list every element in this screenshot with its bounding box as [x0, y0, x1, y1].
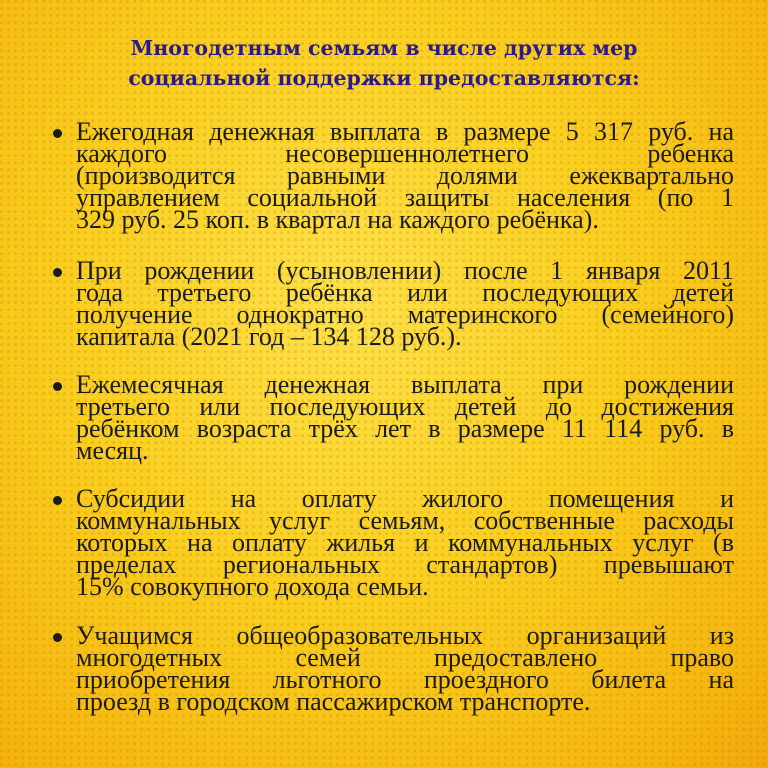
item-line: капитала (2021 год – 134 128 руб.).	[76, 322, 462, 351]
title-line-2: социальной поддержки предоставляются:	[128, 66, 640, 90]
item-line: пределах региональных стандартов) превышают	[76, 550, 734, 579]
page-title	[60, 33, 708, 93]
item-line: приобретения льготного проездного билета на	[76, 665, 734, 694]
item-line: многодетных семей предоставлено право	[76, 643, 734, 672]
list-item	[76, 117, 734, 234]
bullet-icon	[53, 382, 62, 391]
item-line: Ежегодная денежная выплата в размере 5 317 руб. на	[76, 117, 734, 146]
item-line: каждого несовершеннолетнего ребенка	[76, 139, 734, 168]
item-line: третьего или последующих детей до достижения	[76, 392, 734, 421]
item-line: коммунальных услуг семьям, собственные расходы	[76, 506, 734, 535]
item-line: управлением социальной защиты населения (по 1	[76, 183, 734, 212]
list-item	[76, 370, 734, 465]
item-line: (производится равными долями ежеквартально	[76, 161, 734, 190]
item-line: года третьего ребёнка или последующих детей	[76, 278, 734, 307]
item-line: месяц.	[76, 436, 149, 465]
item-line: которых на оплату жилья и коммунальных услуг (в	[76, 528, 734, 557]
bullet-icon	[53, 129, 62, 138]
item-line: Ежемесячная денежная выплата при рождении	[76, 370, 734, 399]
item-line: получение однократно материнского (семейного)	[76, 300, 734, 329]
item-line: ребёнком возраста трёх лет в размере 11 114 руб. в	[76, 414, 734, 443]
bullet-icon	[53, 633, 62, 642]
list-item	[76, 621, 734, 716]
item-line: 329 руб. 25 коп. в квартал на каждого ребёнка).	[76, 205, 599, 234]
bullet-icon	[53, 268, 62, 277]
item-line: проезд в городском пассажирском транспорте.	[76, 687, 591, 716]
list-item	[76, 256, 734, 351]
item-line: Учащимся общеобразовательных организаций из	[76, 621, 734, 650]
item-line: При рождении (усыновлении) после 1 января 2011	[76, 256, 734, 285]
list-item	[76, 484, 734, 601]
title-line-1: Многодетным семьям в числе других мер	[130, 36, 638, 60]
bullet-icon	[53, 496, 62, 505]
item-line: Субсидии на оплату жилого помещения и	[76, 484, 734, 513]
item-line: 15% совокупного дохода семьи.	[76, 572, 429, 601]
